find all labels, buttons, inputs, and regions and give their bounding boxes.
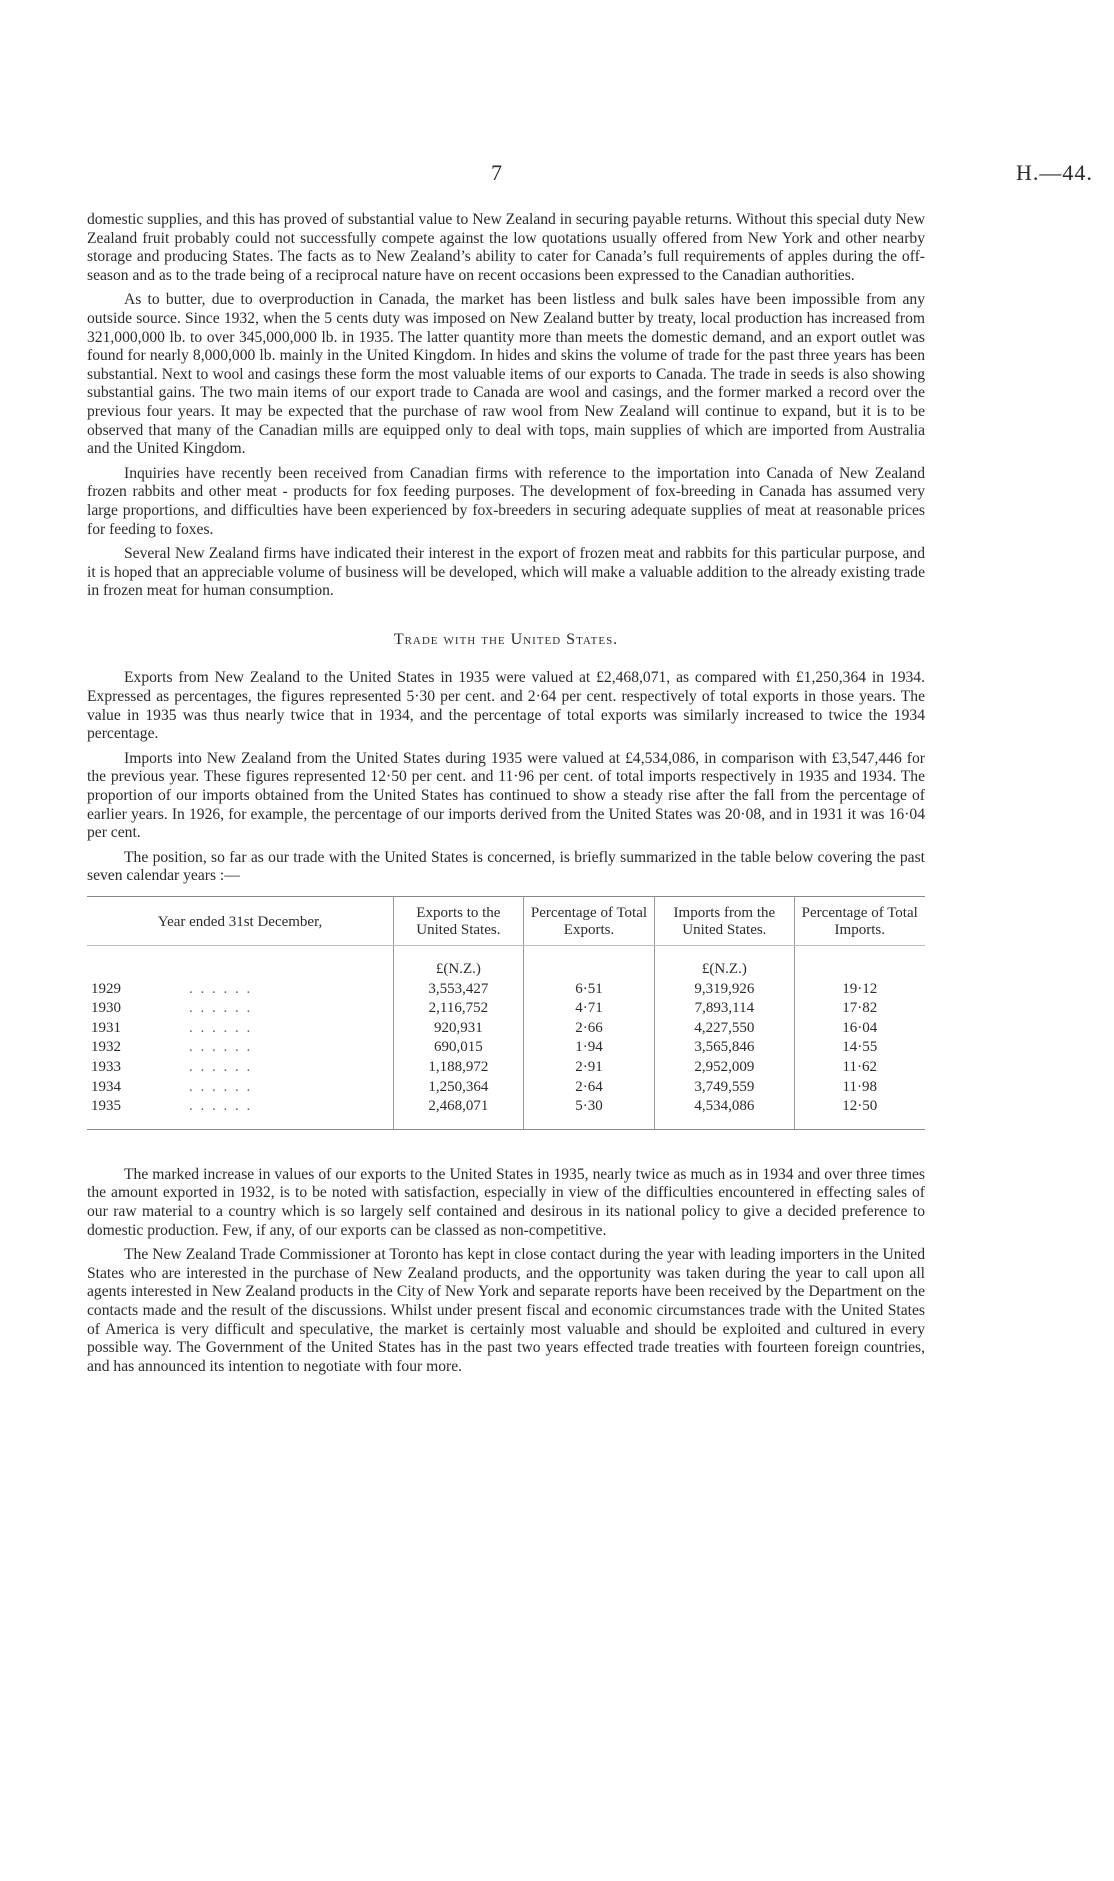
- exports-percentage-cell: 1·94: [523, 1038, 654, 1058]
- exports-percentage-cell: 2·64: [523, 1078, 654, 1098]
- exports-cell: 1,250,364: [394, 1078, 524, 1098]
- year-cell: 1933: [91, 1058, 121, 1075]
- year-cell: 1930: [91, 1000, 121, 1017]
- paragraph-export-increase: The marked increase in values of our exports to the United States in 1935, nearly twice as much as in 1934 and over three times the amount exported in 1932, is to be noted with satisfaction, especially in view of the difficulties encountered in effecting sales of our raw material to a country which is so largely self contained and desirous in its national policy to give a decided preference to domestic production. Few, if any, of our exports can be classed as non-competitive.: [87, 1165, 925, 1239]
- paragraph-butter: As to butter, due to overproduction in Canada, the market has been listless and bulk sales have been impossible from any outside source. Since 1932, when the 5 cents duty was imposed on New Zealand butter by treaty, local production has increased from 321,000,000 lb. to over 345,000,000 lb. in 1935. The latter quantity more than meets the domestic demand, and an export outlet was found for nearly 8,000,000 lb. mainly in the United Kingdom. In hides and skins the volume of trade for the past three years has been substantial. Next to wool and casings these form the most valuable items of our exports to Canada. The trade in seeds is also showing substantial gains. The two main items of our export trade to Canada are wool and casings, and the former marked a record over the previous four years. It may be expected that the purchase of raw wool from New Zealand will continue to expand, but it is to be observed that many of the Canadian mills are equipped only to deal with tops, main supplies of which are imported from Australia and the United Kingdom.: [87, 291, 925, 458]
- document-reference: H.—44.: [1016, 160, 1093, 185]
- dot-leader: . . . . . .: [189, 1058, 253, 1075]
- imports-cell: 4,534,086: [655, 1097, 794, 1129]
- imports-cell: 7,893,114: [655, 999, 794, 1019]
- dot-leader: . . . . . .: [189, 1078, 253, 1095]
- imports-percentage-cell: 11·98: [794, 1078, 925, 1098]
- section-heading: Trade with the United States.: [393, 630, 619, 648]
- exports-cell: 920,931: [394, 1019, 524, 1039]
- paragraph-trade-commissioner: The New Zealand Trade Commissioner at Toronto has kept in close contact during the year with leading importers in the United States who are interested in the purchase of New Zealand products, and the opportunity was taken during the year to call upon all agents interested in New Zealand products in the City of New York and separate reports have been received by the Department on the contacts made and the result of the discussions. Whilst under present fiscal and economic circumstances trade with the United States of America is very difficult and speculative, the market is certainly most valuable and should be exploited and cultured in every possible way. The Government of the United States has in the past two years effected trade treaties with fourteen foreign countries, and has announced its intention to negotiate with four more.: [87, 1246, 925, 1375]
- exports-percentage-cell: 2·66: [523, 1019, 654, 1039]
- column-header-exports-percentage: Percentage of Total Exports.: [523, 897, 654, 946]
- column-header-year: Year ended 31st December,: [87, 897, 394, 946]
- trade-table-wrapper: [87, 896, 925, 1130]
- paragraph-exports-us: Exports from New Zealand to the United States in 1935 were valued at £2,468,071, as compared with £1,250,364 in 1934. Expressed as percentages, the figures represented 5·30 per cent. and 2·64 per cent. respectively of total exports in those years. The value in 1935 was thus nearly twice that in 1934, and the percentage of total exports was similarly increased to twice the 1934 percentage.: [87, 669, 925, 743]
- imports-percentage-cell: 16·04: [794, 1019, 925, 1039]
- year-cell: 1932: [91, 1039, 121, 1056]
- imports-unit: £(N.Z.): [655, 946, 794, 980]
- dot-leader: . . . . . .: [189, 1000, 253, 1017]
- year-cell: 1929: [91, 980, 121, 997]
- table-row: [87, 1058, 925, 1078]
- paragraph-apples-continued: domestic supplies, and this has proved of substantial value to New Zealand in securing payable returns. Without this special duty New Zealand fruit probably could not successfully compete against the low quotations usually offered from New York and other nearby storage and producing States. The facts as to New Zealand’s ability to cater for Canada’s full requirements of apples during the off-season and as to the trade being of a reciprocal nature have on recent occasions been expressed to the Canadian authorities.: [87, 211, 925, 284]
- column-header-exports: Exports to the United States.: [394, 897, 524, 946]
- imports-cell: 3,565,846: [655, 1038, 794, 1058]
- exports-percentage-cell: 4·71: [523, 999, 654, 1019]
- paragraph-frozen-meat: Several New Zealand firms have indicated their interest in the export of frozen meat and rabbits for this particular purpose, and it is hoped that an appreciable volume of business will be developed, which will make a valuable addition to the already existing trade in frozen meat for human consumption.: [87, 545, 925, 600]
- dot-leader: . . . . . .: [189, 1039, 253, 1056]
- exports-percentage-cell: 5·30: [523, 1097, 654, 1129]
- paragraph-table-intro: The position, so far as our trade with the United States is concerned, is briefly summarized in the table below covering the past seven calendar years :—: [87, 848, 925, 885]
- exports-cell: 690,015: [394, 1038, 524, 1058]
- table-row: [87, 980, 925, 1000]
- table-row: [87, 1019, 925, 1039]
- year-cell: 1931: [91, 1019, 121, 1036]
- exports-cell: 1,188,972: [394, 1058, 524, 1078]
- year-cell: 1935: [87, 1097, 185, 1129]
- paragraph-imports-us: Imports into New Zealand from the United States during 1935 were valued at £4,534,086, in comparison with £3,547,446 for the previous year. These figures represented 12·50 per cent. and 11·96 per cent. of total imports respectively in 1935 and 1934. The proportion of our imports obtained from the United States has continued to show a steady rise after the fall from the percentage of earlier years. In 1926, for example, the percentage of our imports derived from the United States was 20·08, and in 1931 it was 16·04 per cent.: [87, 749, 925, 842]
- imports-percentage-cell: 12·50: [794, 1097, 925, 1129]
- page-body: [87, 211, 925, 1382]
- table-row: [87, 1038, 925, 1058]
- table-row: [87, 999, 925, 1019]
- imports-percentage-cell: 11·62: [794, 1058, 925, 1078]
- imports-percentage-cell: 14·55: [794, 1038, 925, 1058]
- units-row: [87, 946, 925, 980]
- page-header: [0, 160, 1114, 190]
- dot-leader: . . . . . .: [185, 1097, 394, 1129]
- table-row: [87, 1097, 925, 1129]
- page-number: 7: [491, 160, 502, 185]
- imports-percentage-cell: 19·12: [794, 980, 925, 1000]
- exports-cell: 3,553,427: [394, 980, 524, 1000]
- imports-percentage-cell: 17·82: [794, 999, 925, 1019]
- exports-cell: 2,116,752: [394, 999, 524, 1019]
- imports-cell: 2,952,009: [655, 1058, 794, 1078]
- trade-table: [87, 896, 925, 1130]
- dot-leader: . . . . . .: [189, 1019, 253, 1036]
- exports-percentage-cell: 2·91: [523, 1058, 654, 1078]
- column-header-imports: Imports from the United States.: [655, 897, 794, 946]
- table-row: [87, 1078, 925, 1098]
- column-header-imports-percentage: Percentage of Total Imports.: [794, 897, 925, 946]
- exports-cell: 2,468,071: [394, 1097, 524, 1129]
- imports-cell: 9,319,926: [655, 980, 794, 1000]
- imports-cell: 4,227,550: [655, 1019, 794, 1039]
- dot-leader: . . . . . .: [189, 980, 253, 997]
- exports-unit: £(N.Z.): [394, 946, 524, 980]
- imports-cell: 3,749,559: [655, 1078, 794, 1098]
- paragraph-fox-feeding: Inquiries have recently been received from Canadian firms with reference to the importation into Canada of New Zealand frozen rabbits and other meat - products for fox feeding purposes. The development of fox-breeding in Canada has assumed very large proportions, and difficulties have been experienced by fox-breeders in securing adequate supplies of meat at reasonable prices for feeding to foxes.: [87, 464, 925, 538]
- exports-percentage-cell: 6·51: [523, 980, 654, 1000]
- year-cell: 1934: [91, 1078, 121, 1095]
